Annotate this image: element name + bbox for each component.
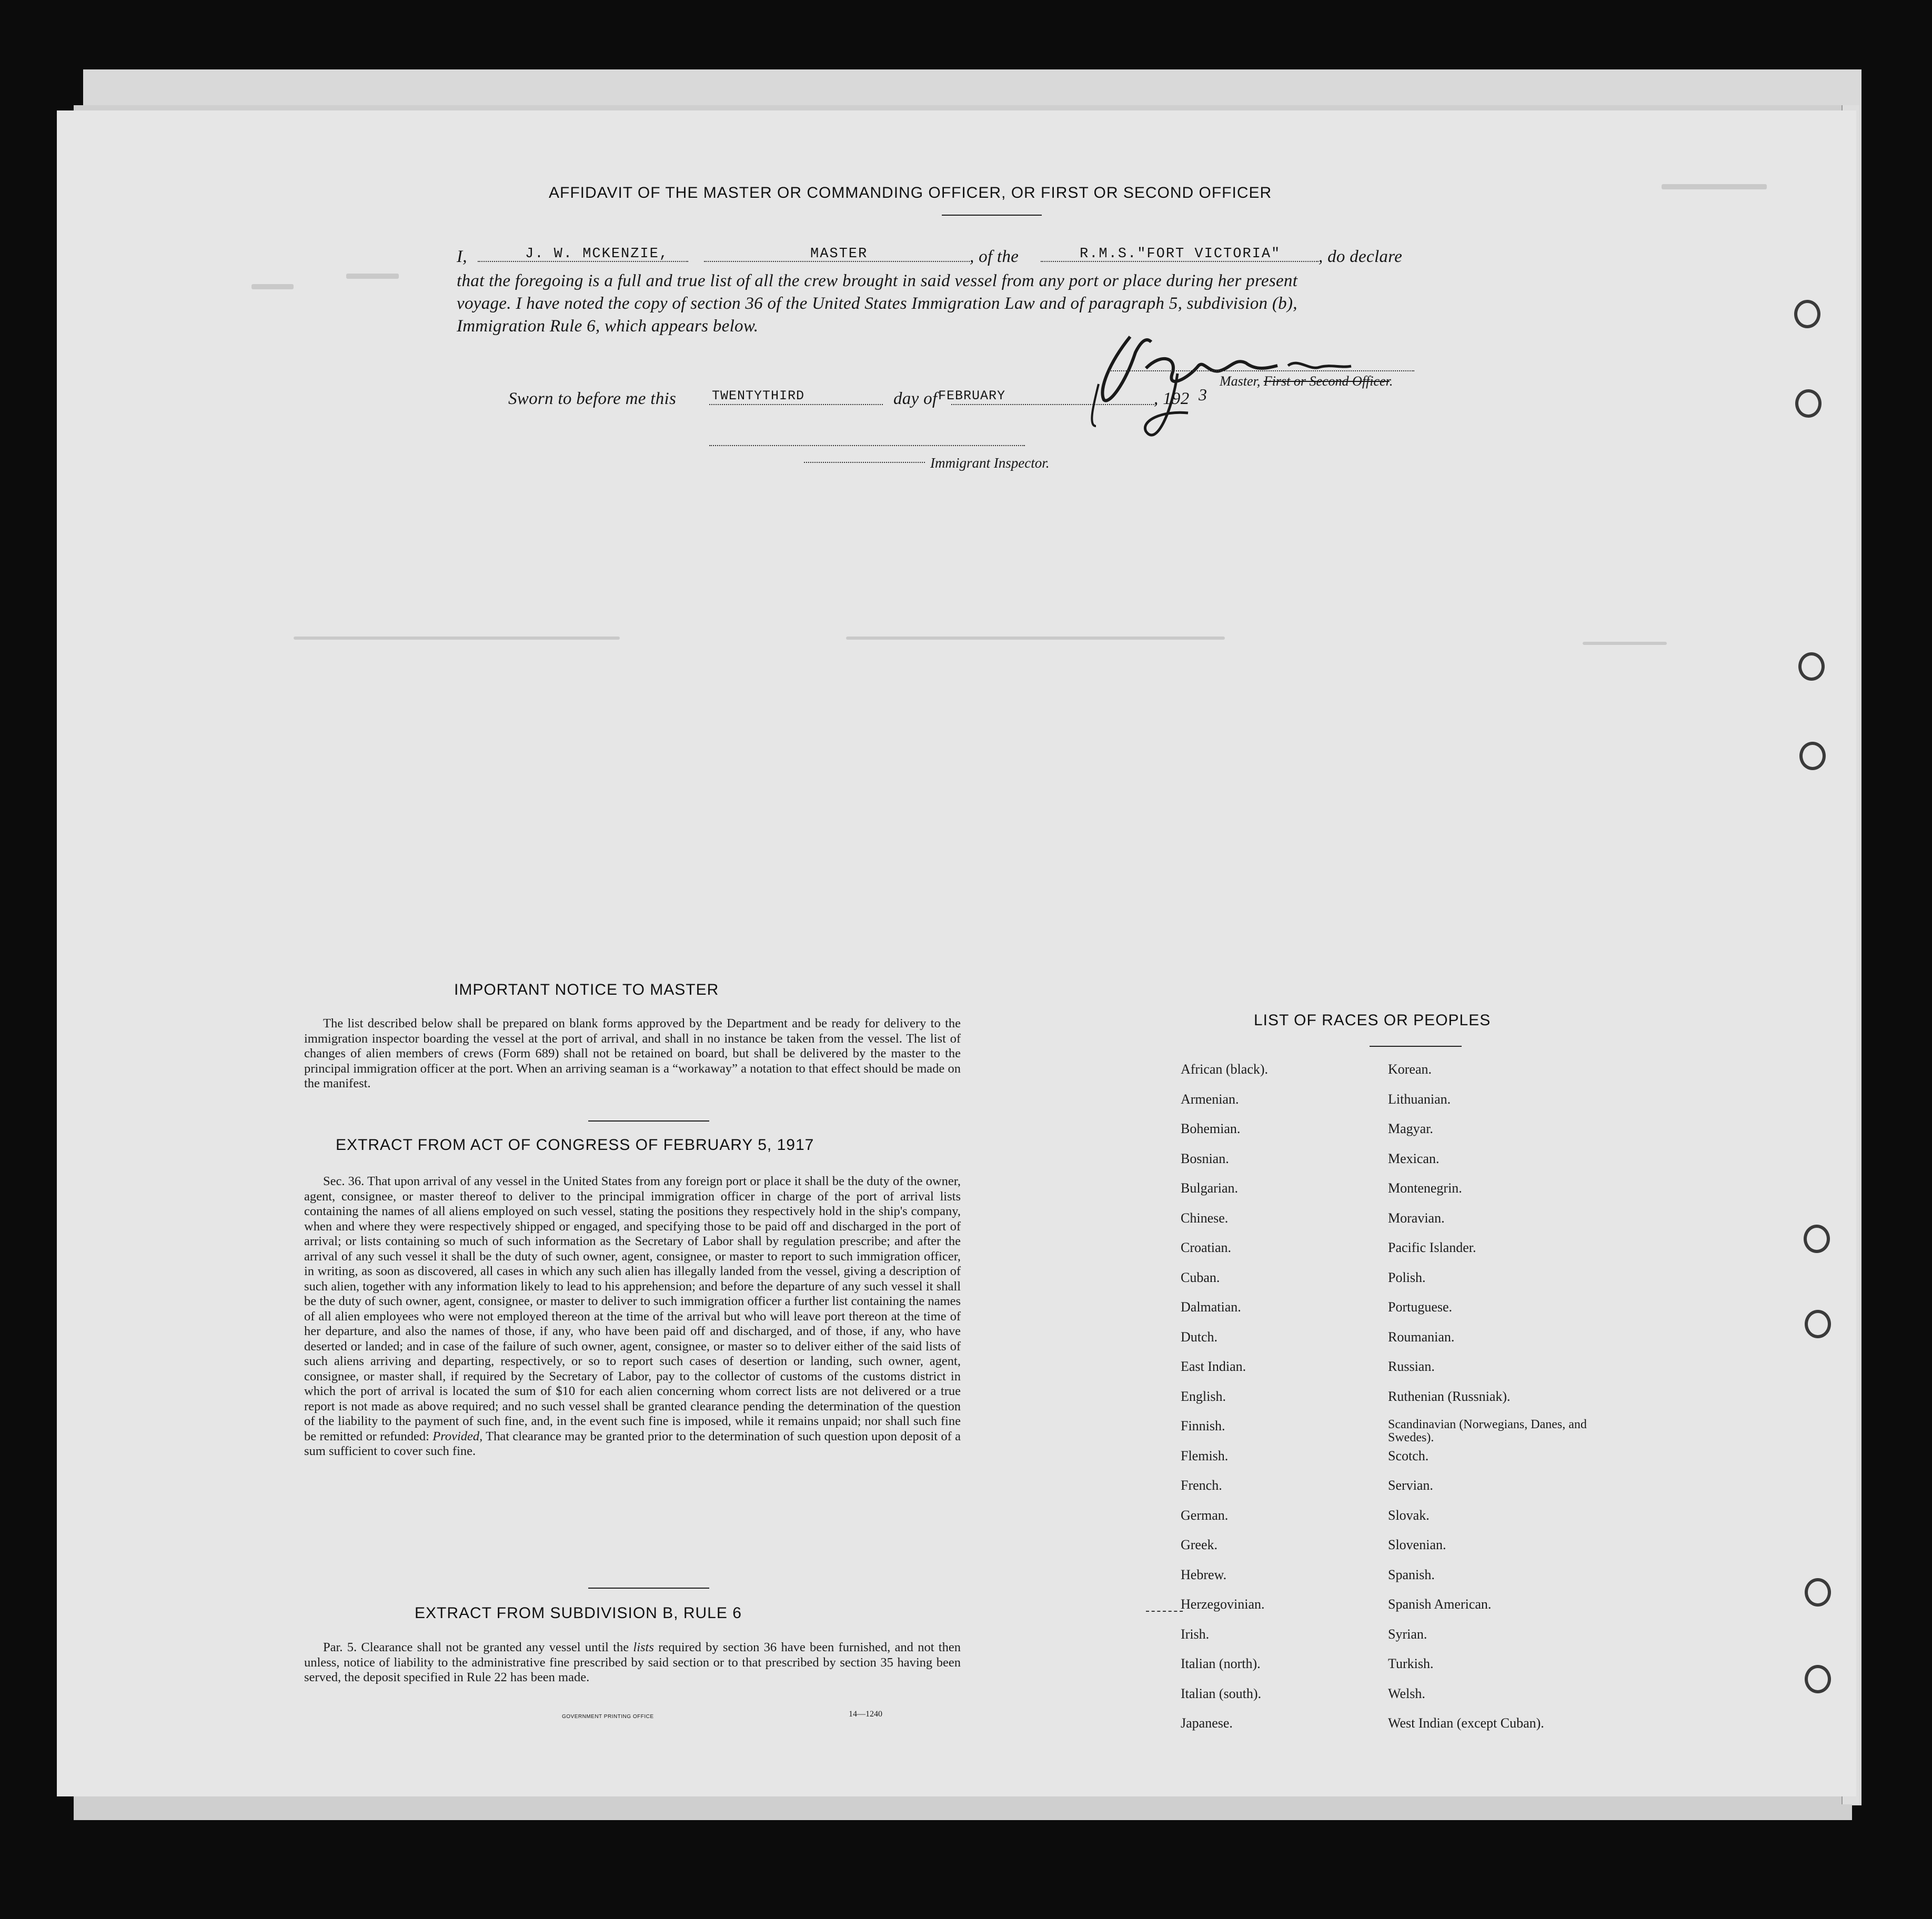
race-item: Mexican.: [1388, 1150, 1440, 1166]
race-item: Turkish.: [1388, 1656, 1434, 1671]
notice-title: IMPORTANT NOTICE TO MASTER: [454, 981, 719, 998]
affidavit-line-4: Immigration Rule 6, which appears below.: [457, 317, 759, 336]
race-item: Herzegovinian.: [1181, 1597, 1265, 1612]
race-item: Flemish.: [1181, 1448, 1229, 1463]
signature-line: [1109, 370, 1414, 371]
divider: [588, 1120, 709, 1122]
affidavit-line-3: voyage. I have noted the copy of section 36 of the United States Immigration Law and of paragraph 5, subdivision (b),: [457, 294, 1297, 313]
month-value[interactable]: FEBRUARY: [938, 388, 1006, 403]
race-item: French.: [1181, 1478, 1222, 1493]
year-value[interactable]: 3: [1199, 385, 1207, 404]
race-item: Italian (south).: [1181, 1685, 1262, 1701]
race-item: German.: [1181, 1507, 1229, 1523]
act-extract-title: EXTRACT FROM ACT OF CONGRESS OF FEBRUARY 5, 1917: [336, 1136, 814, 1154]
rank-value[interactable]: MASTER: [810, 246, 868, 262]
race-item: Russian.: [1388, 1359, 1435, 1374]
master-name-value[interactable]: J. W. MCKENZIE,: [525, 246, 669, 262]
race-item: Spanish.: [1388, 1567, 1435, 1582]
race-item: Bulgarian.: [1181, 1180, 1239, 1196]
bleed-through-mark: [846, 637, 1225, 640]
declare-text: , do declare: [1319, 247, 1403, 266]
sworn-label: Sworn to before me this: [508, 389, 677, 408]
punch-hole: [1805, 1310, 1831, 1338]
inspector-signature-line: [709, 445, 1025, 446]
race-item: Scandinavian (Norwegians, Danes, and Swedes).: [1388, 1418, 1587, 1445]
race-item: Greek.: [1181, 1537, 1218, 1552]
race-item: Slovenian.: [1388, 1537, 1446, 1552]
bleed-through-mark: [294, 637, 620, 640]
punch-hole: [1805, 1665, 1831, 1693]
day-field-line: [709, 404, 883, 405]
month-field-line: [951, 404, 1156, 405]
year-prefix: , 192: [1154, 389, 1190, 408]
document-page: [57, 110, 1856, 1796]
vessel-name-value[interactable]: R.M.S."FORT VICTORIA": [1080, 246, 1281, 262]
race-item: Roumanian.: [1388, 1329, 1455, 1345]
race-item: Chinese.: [1181, 1210, 1229, 1226]
notice-body: The list described below shall be prepared on blank forms approved by the Department and be ready for delivery to the immigration inspector boarding the vessel at the port of arrival, and shall in no instance be taken from the vessel. The list of changes of alien members of crews (Form 689) shall not be retained on board, but shall be delivered by the master to the principal immigration officer at the port. When an arriving seaman is a “workaway” a notation to that effect should be made on the manifest.: [304, 1016, 961, 1090]
race-item: Moravian.: [1388, 1210, 1445, 1226]
affidavit-line-2: that the foregoing is a full and true list of all the crew brought in said vessel from any port or place during her present: [457, 271, 1298, 290]
race-item: Spanish American.: [1388, 1597, 1492, 1612]
race-item: Japanese.: [1181, 1715, 1233, 1731]
day-value[interactable]: TWENTYTHIRD: [712, 388, 805, 403]
race-item: Dutch.: [1181, 1329, 1218, 1345]
punch-hole: [1795, 389, 1822, 418]
act-extract-body: Sec. 36. That upon arrival of any vessel in the United States from any foreign port or place it shall be the duty of the owner, agent, consignee, or master thereof to deliver to the principal immigration officer in charge of the port of arrival lists containing the names of all aliens employed on such vessel, stating the positions they respectively hold in the ship's company, when and where they were respectively shipped or engaged, and specifying those to be paid off and discharged in the port of arrival; or lists containing so much of such information as the Secretary of Labor shall by regulation prescribe; and after the arrival of any such vessel it shall be the duty of such owner, agent, consignee, or master to report to such immigration officer, in writing, as soon as discovered, all cases in which any such alien has illegally landed from the vessel, giving a description of such alien, together with any information likely to lead to his apprehension; and before the departure of any such vessel it shall be the duty of such owner, agent, consignee, or master to deliver to such immigration officer a further list containing the names of all alien employees who were not employed thereon at the time of the arrival but who will leave port thereon at the time of her departure, and also the names of those, if any, who have been paid off and discharged, and of those, if any, who have deserted or landed; and in case of the failure of such owner, agent, consignee, or master so to deliver either of the said lists of such aliens arriving and departing, respectively, or so to report such cases of desertion or landing, such owner, agent, consignee, or master shall, if required by the Secretary of Labor, pay to the collector of customs of the customs district in which the port of arrival is located the sum of $10 for each alien concerning whom correct lists are not delivered or a true report is not made as above required; and no such vessel shall be granted clearance pending the determination of the question of the liability to the payment of such fine, and, in the event such fine is imposed, while it remains unpaid; nor shall such fine be remitted or refunded: Provided, That clearance may be granted prior to the determination of such question upon deposit of a sum sufficient to cover such fine.: [304, 1174, 961, 1458]
race-item: Lithuanian.: [1388, 1091, 1451, 1107]
divider: [942, 215, 1042, 216]
pencil-mark: [1146, 1611, 1183, 1612]
race-item: West Indian (except Cuban).: [1388, 1715, 1544, 1731]
race-item: Korean.: [1388, 1062, 1432, 1077]
race-item: Portuguese.: [1388, 1299, 1453, 1315]
race-item: Italian (north).: [1181, 1656, 1261, 1671]
race-item: English.: [1181, 1388, 1226, 1404]
inspector-label: Immigrant Inspector.: [930, 455, 1050, 471]
rule-extract-title: EXTRACT FROM SUBDIVISION B, RULE 6: [415, 1604, 742, 1622]
race-item: Polish.: [1388, 1269, 1426, 1285]
race-item: Bohemian.: [1181, 1121, 1241, 1136]
race-item: Scotch.: [1388, 1448, 1429, 1463]
affidavit-pronoun: I,: [457, 247, 467, 266]
race-item: Welsh.: [1388, 1685, 1425, 1701]
divider: [588, 1588, 709, 1589]
master-signature-caption: Master, First or Second Officer.: [1220, 373, 1393, 389]
punch-hole: [1805, 1578, 1831, 1607]
day-of-text: day of: [893, 389, 938, 408]
races-title: LIST OF RACES OR PEOPLES: [1254, 1012, 1491, 1029]
race-item: East Indian.: [1181, 1359, 1246, 1374]
bleed-through-mark: [346, 274, 399, 279]
affidavit-title: AFFIDAVIT OF THE MASTER OR COMMANDING OFFICER, OR FIRST OR SECOND OFFICER: [549, 184, 1272, 201]
race-item: Servian.: [1388, 1478, 1433, 1493]
race-item: Bosnian.: [1181, 1150, 1229, 1166]
divider: [1370, 1046, 1462, 1047]
race-item: Hebrew.: [1181, 1567, 1227, 1582]
race-item: Cuban.: [1181, 1269, 1220, 1285]
punch-hole: [1794, 300, 1820, 328]
race-item: Slovak.: [1388, 1507, 1430, 1523]
rule-extract-body: Par. 5. Clearance shall not be granted any vessel until the lists required by section 36 have been furnished, and not then unless, notice of liability to the administrative fine prescribed by said section or to that prescribed by section 35 having been served, the deposit specified in Rule 22 has been made.: [304, 1640, 961, 1684]
race-item: Croatian.: [1181, 1240, 1232, 1255]
struck-officer-text: First or Second Officer: [1263, 373, 1390, 389]
race-item: Irish.: [1181, 1626, 1210, 1642]
race-item: Ruthenian (Russniak).: [1388, 1388, 1511, 1404]
race-item: Finnish.: [1181, 1418, 1225, 1433]
race-item: Syrian.: [1388, 1626, 1427, 1642]
race-item: Armenian.: [1181, 1091, 1239, 1107]
punch-hole: [1798, 652, 1825, 681]
form-number: 14—1240: [849, 1710, 882, 1719]
race-item: Dalmatian.: [1181, 1299, 1241, 1315]
printer-imprint: GOVERNMENT PRINTING OFFICE: [562, 1714, 654, 1720]
bleed-through-mark: [1662, 184, 1767, 189]
bleed-through-mark: [251, 284, 294, 289]
race-item: Magyar.: [1388, 1121, 1433, 1136]
bleed-through-mark: [1583, 642, 1667, 645]
punch-hole: [1804, 1225, 1830, 1253]
race-item: Pacific Islander.: [1388, 1240, 1476, 1255]
race-item: Montenegrin.: [1388, 1180, 1462, 1196]
of-the-text: , of the: [970, 247, 1019, 266]
punch-hole: [1799, 742, 1826, 770]
inspector-label-line: [804, 462, 925, 463]
race-item: African (black).: [1181, 1062, 1269, 1077]
